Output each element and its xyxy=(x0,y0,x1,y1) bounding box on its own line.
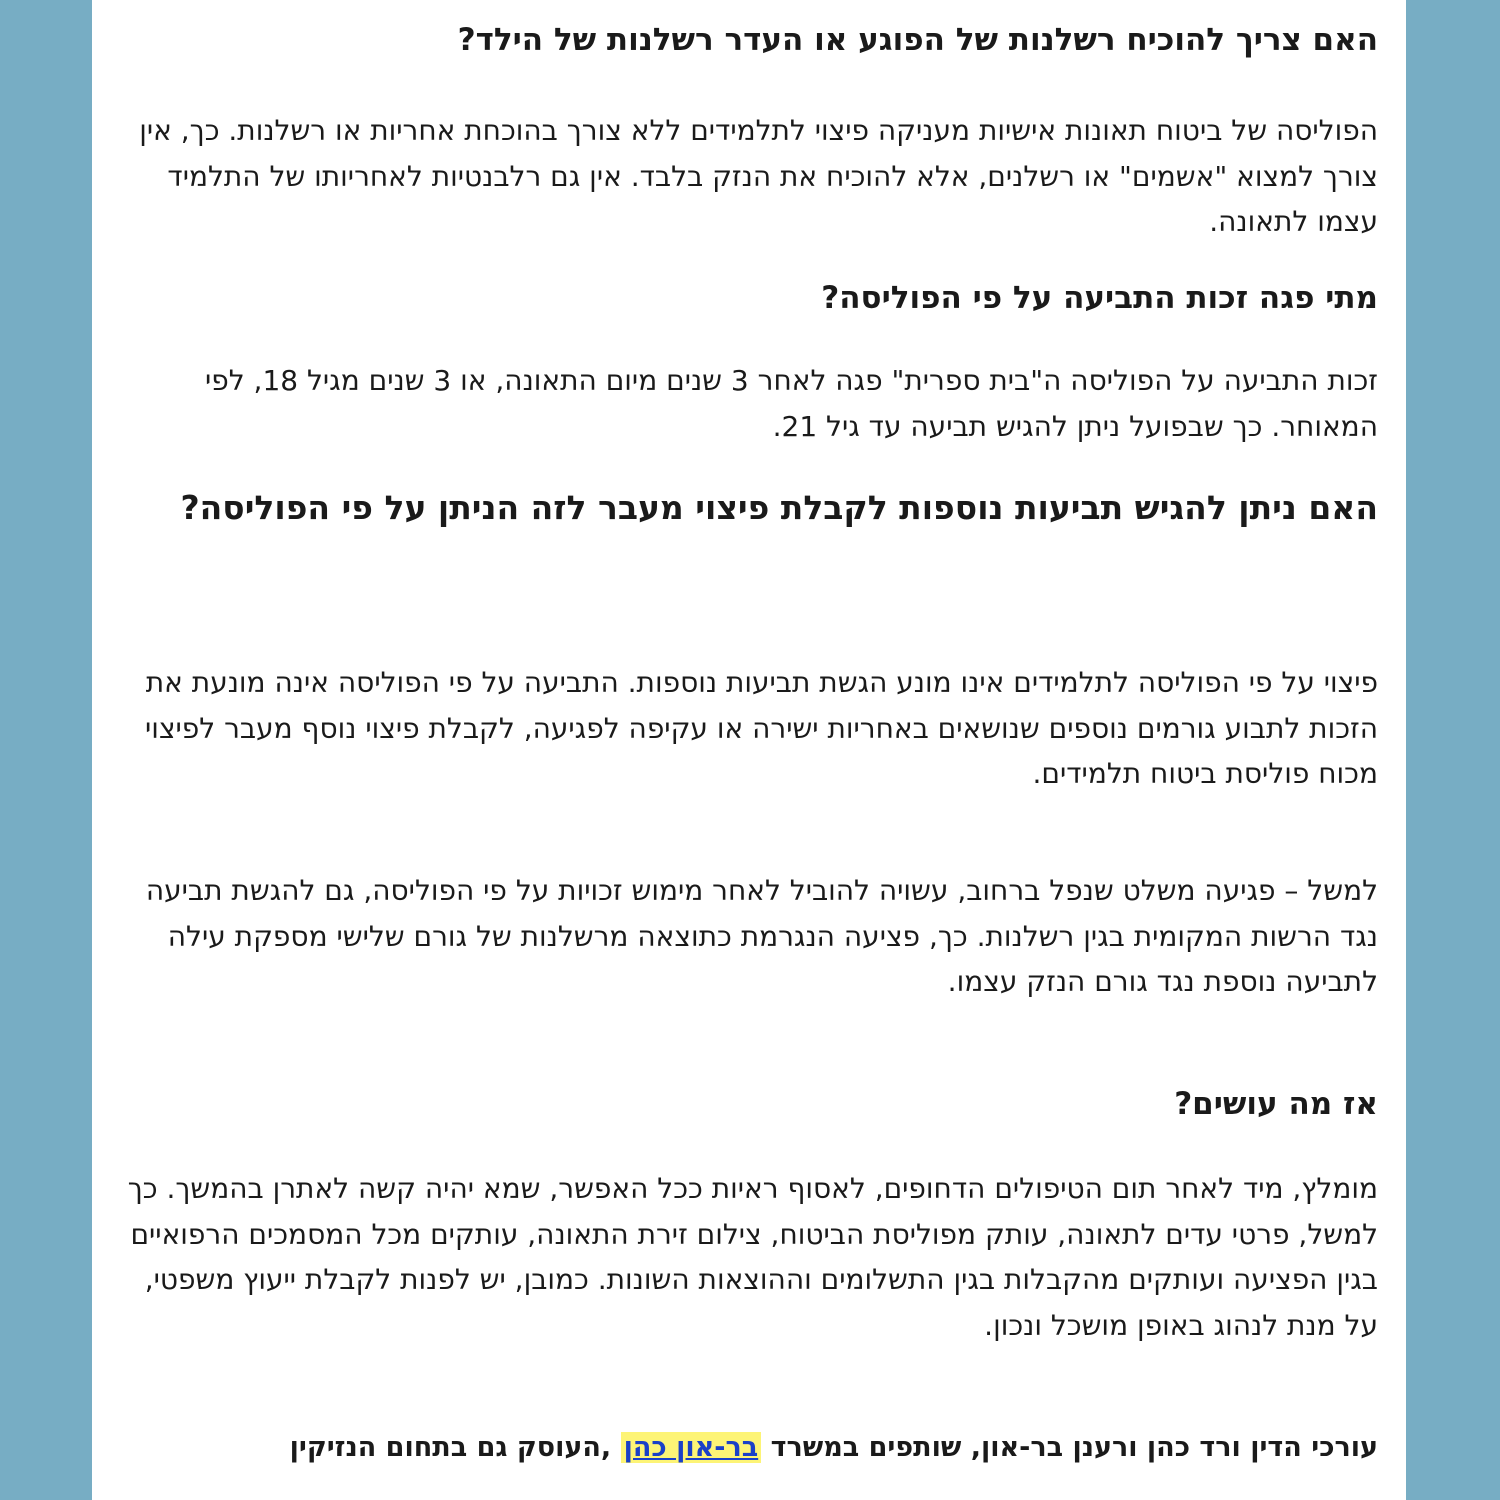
author-credit xyxy=(120,1428,1378,1468)
heading-prove-negligence: האם צריך להוכיח רשלנות של הפוגע או העדר רשלנות של הילד? xyxy=(457,22,1378,58)
paragraph-additional-claims: פיצוי על פי הפוליסה לתלמידים אינו מונע הגשת תביעות נוספות. התביעה על פי הפוליסה אינה מונעת את הזכות לתבוע גורמים נוספים שנושאים באחריות ישירה או עקיפה לפגיעה, לקבלת פיצוי נוסף מעבר לפיצוי מכוח פוליסת ביטוח תלמידים. xyxy=(145,666,1378,790)
heading-additional-claims: האם ניתן להגיש תביעות נוספות לקבלת פיצוי מעבר לזה הניתן על פי הפוליסה? xyxy=(180,488,1378,527)
author-credit-suffix: ,העוסק גם בתחום הנזיקין xyxy=(289,1432,612,1463)
heading-what-to-do: אז מה עושים? xyxy=(1174,1086,1378,1122)
paragraph-claim-expiry: זכות התביעה על הפוליסה ה"בית ספרית" פגה לאחר 3 שנים מיום התאונה, או 3 שנים מגיל 18, לפי המאוחר. כך שבפועל ניתן להגיש תביעה עד גיל 21. xyxy=(204,364,1378,443)
paragraph-collect-evidence: מומלץ, מיד לאחר תום הטיפולים הדחופים, לאסוף ראיות ככל האפשר, שמא יהיה קשה לאתרן בהמשך. כך למשל, פרטי עדים לתאונה, עותק מפוליסת הביטוח, צילום זירת התאונה, עותקים מכל המסמכים הרפואיים בגין הפציעה ועותקים מהקבלות בגין התשלומים וההוצאות השונות. כמובן, יש לפנות לקבלת ייעוץ משפטי, על מנת לנהוג באופן מושכל ונכון. xyxy=(127,1172,1378,1342)
paragraph-no-fault-compensation: הפוליסה של ביטוח תאונות אישיות מעניקה פיצוי לתלמידים ללא צורך בהוכחת אחריות או רשלנות. כך, אין צורך למצוא "אשמים" או רשלנים, אלא להוכיח את הנזק בלבד. אין גם רלבנטיות לאחריותו של התלמיד עצמו לתאונה. xyxy=(139,114,1378,238)
heading-claim-expiry: מתי פגה זכות התביעה על פי הפוליסה? xyxy=(821,280,1378,316)
paragraph-example-sign: למשל – פגיעה משלט שנפל ברחוב, עשויה להוביל לאחר מימוש זכויות על פי הפוליסה, גם להגשת תביעה נגד הרשות המקומית בגין רשלנות. כך, פציעה הנגרמת כתוצאה מרשלנות של גורם שלישי מספקת עילה לתביעה נוספת נגד גורם הנזק עצמו. xyxy=(145,874,1378,998)
article-page xyxy=(92,0,1406,1500)
author-credit-text: עורכי הדין ורד כהן ורענן בר-און, שותפים במשרד xyxy=(770,1432,1378,1463)
firm-link[interactable]: בר-און כהן xyxy=(621,1432,762,1463)
